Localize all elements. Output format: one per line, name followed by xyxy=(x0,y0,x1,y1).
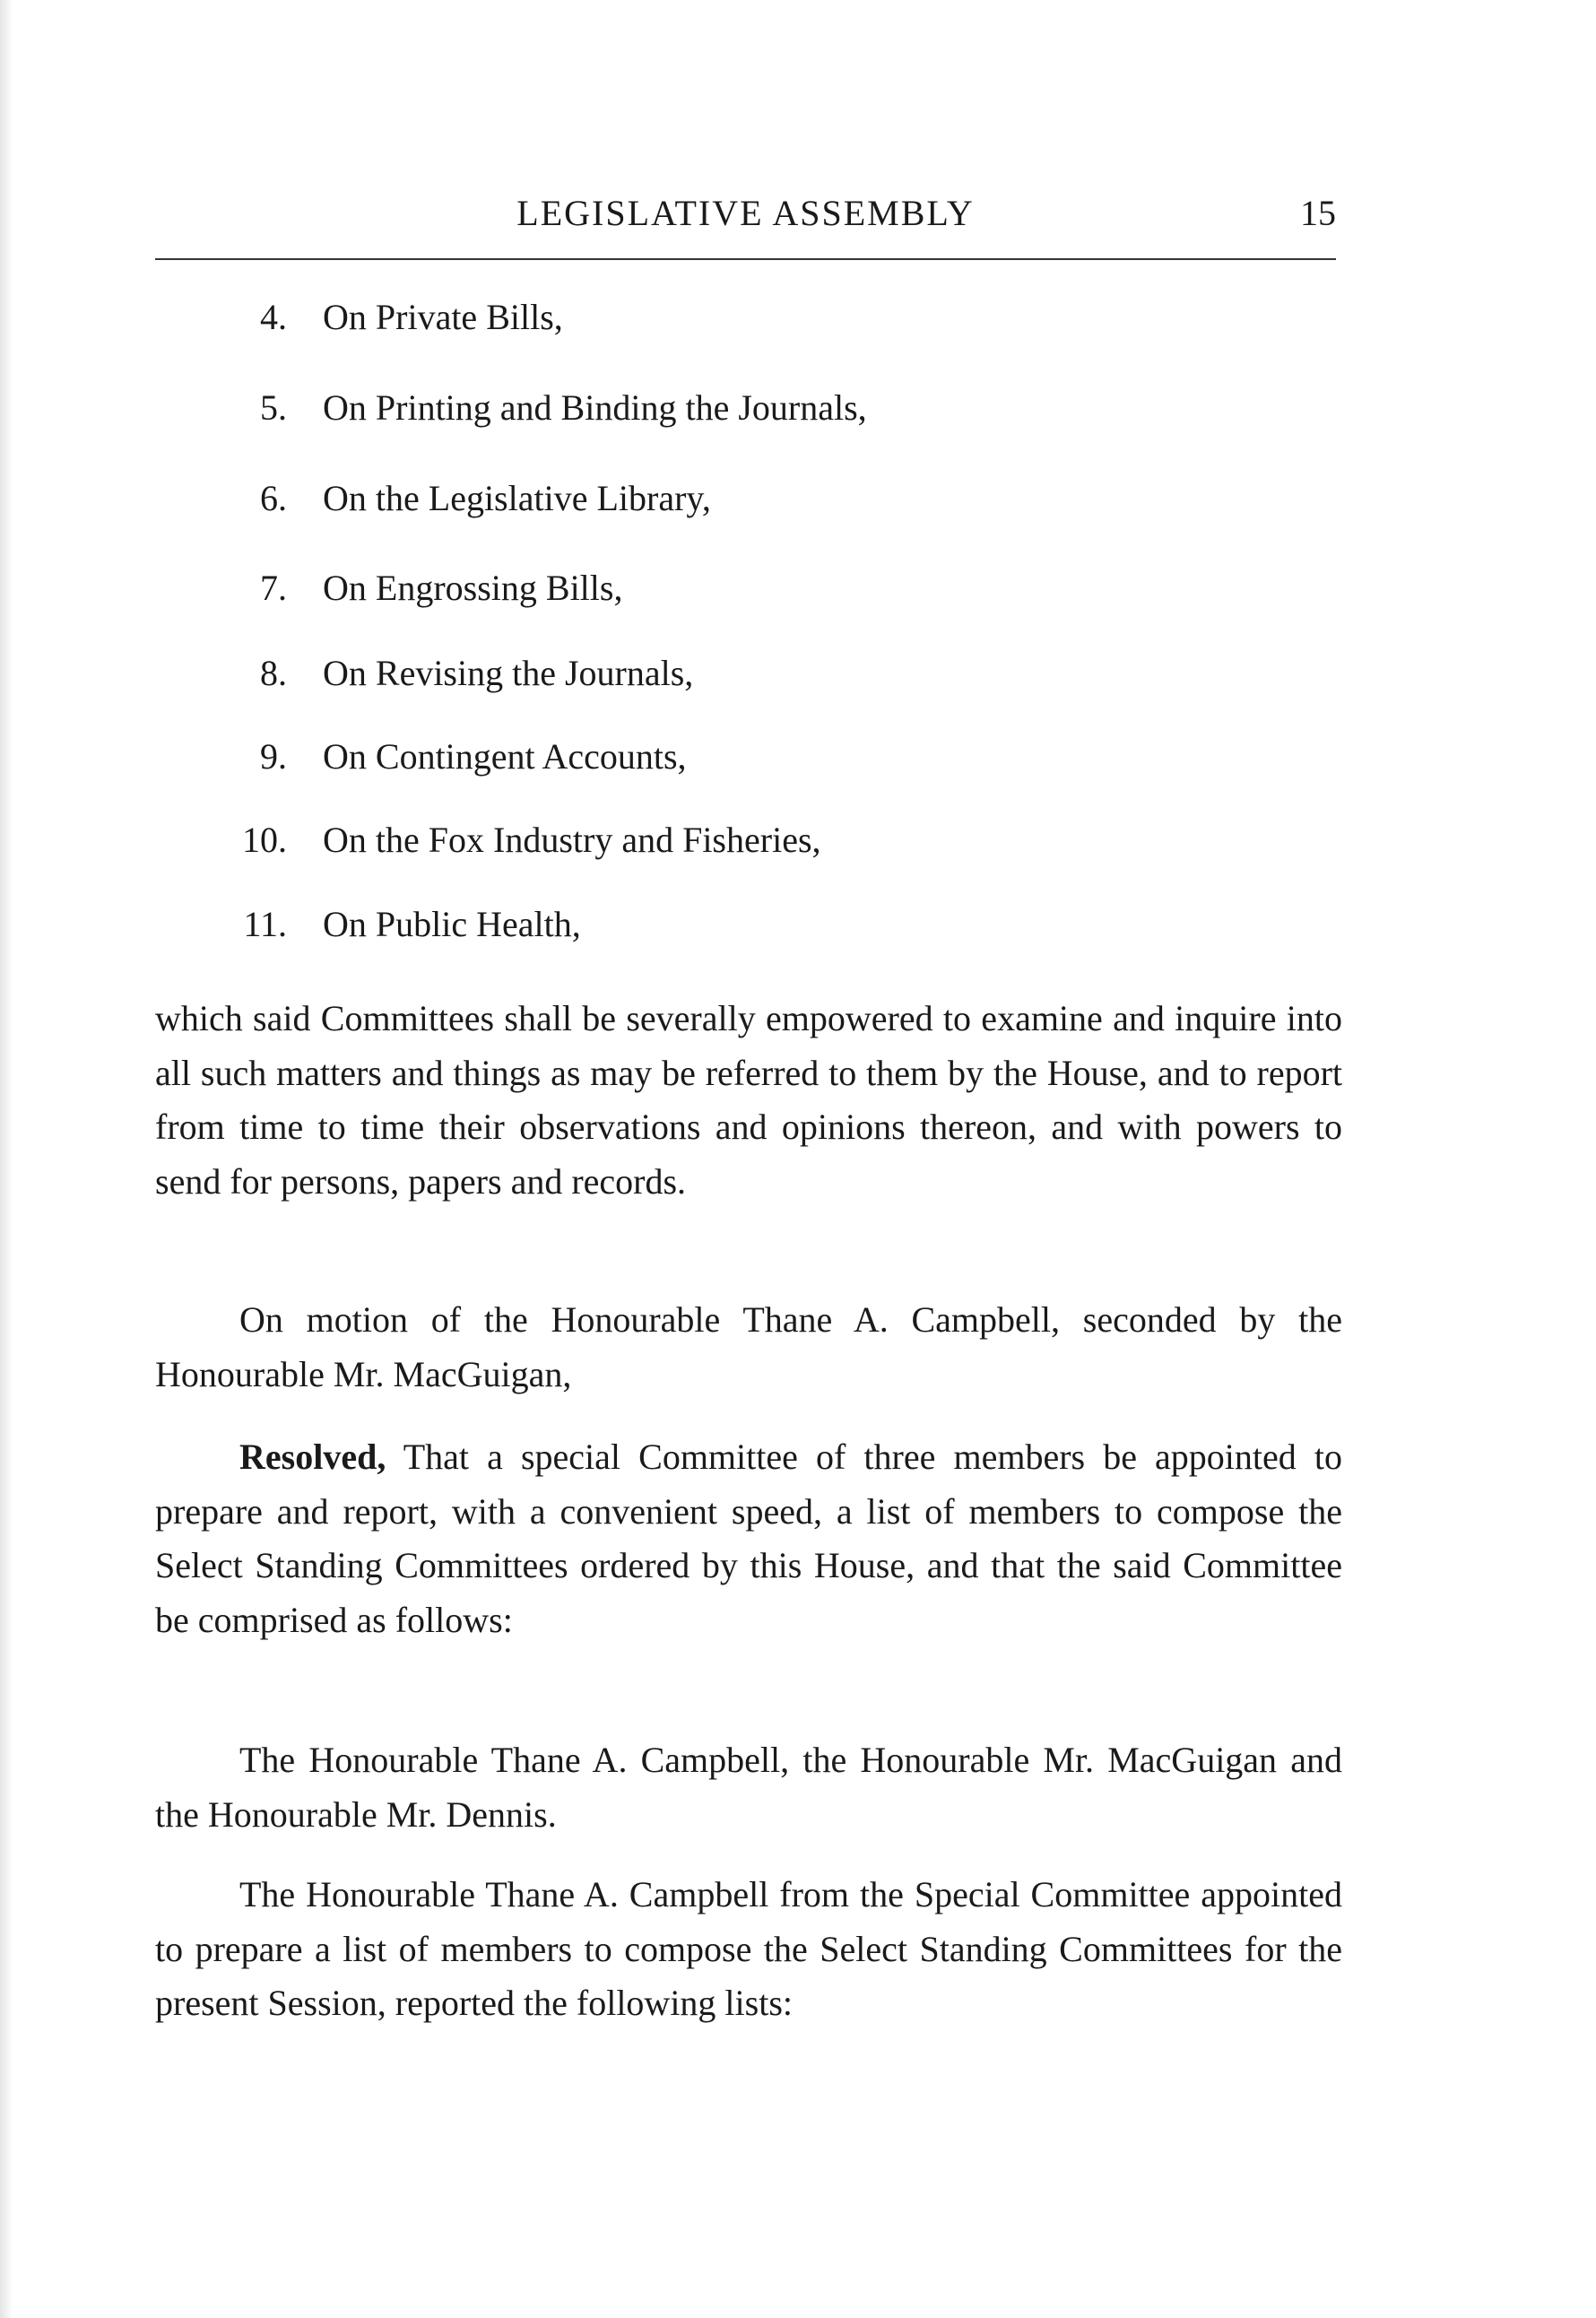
running-head-title: LEGISLATIVE ASSEMBLY xyxy=(516,193,975,233)
motion-paragraph: On motion of the Honourable Thane A. Campbell, seconded by the Honourable Mr. MacGuigan, xyxy=(155,1299,1342,1394)
list-item-number: 9. xyxy=(260,736,287,777)
list-item-number: 8. xyxy=(260,653,287,693)
page-edge-shadow xyxy=(0,0,13,2318)
list-item-number: 6. xyxy=(260,478,287,518)
list-item-text: On Contingent Accounts, xyxy=(323,736,687,777)
header-rule xyxy=(155,258,1336,260)
resolved-text: That a special Committee of three members be appointed to prepare and report, with a convenient speed, a list of members to compose the Select Standing Committees ordered by this House, and that the said Committee be comprised as follows: xyxy=(155,1437,1342,1640)
list-item-number: 10. xyxy=(242,820,287,860)
report-paragraph: The Honourable Thane A. Campbell from the Special Committee appointed to prepare a list of members to compose the Select Standing Committees for the present Session, reported the following lists: xyxy=(155,1874,1342,2023)
list-item-text: On the Legislative Library, xyxy=(323,478,711,518)
resolved-paragraph xyxy=(155,1430,1342,1647)
list-item-text: On Public Health, xyxy=(323,904,581,944)
list-item-number: 11. xyxy=(243,904,287,944)
list-item-text: On Engrossing Bills, xyxy=(323,568,623,608)
list-item-text: On Private Bills, xyxy=(323,297,563,337)
list-item-text: On Printing and Binding the Journals, xyxy=(323,387,867,428)
list-item-text: On Revising the Journals, xyxy=(323,653,694,693)
list-item-number: 4. xyxy=(260,297,287,337)
list-item-number: 5. xyxy=(260,387,287,428)
page-number: 15 xyxy=(1300,193,1336,233)
list-item-number: 7. xyxy=(260,568,287,608)
committees-power-paragraph: which said Committees shall be severally empowered to examine and inquire into all such matters and things as may be referred to them by the House, and to report from time to time their observations and opinions thereon, and with powers to send for persons, papers and records. xyxy=(155,998,1342,1202)
page-header xyxy=(155,179,1336,251)
resolved-label: Resolved, xyxy=(239,1437,386,1477)
members-paragraph: The Honourable Thane A. Campbell, the Honourable Mr. MacGuigan and the Honourable Mr. Dennis. xyxy=(155,1740,1342,1835)
list-item-text: On the Fox Industry and Fisheries, xyxy=(323,820,821,860)
